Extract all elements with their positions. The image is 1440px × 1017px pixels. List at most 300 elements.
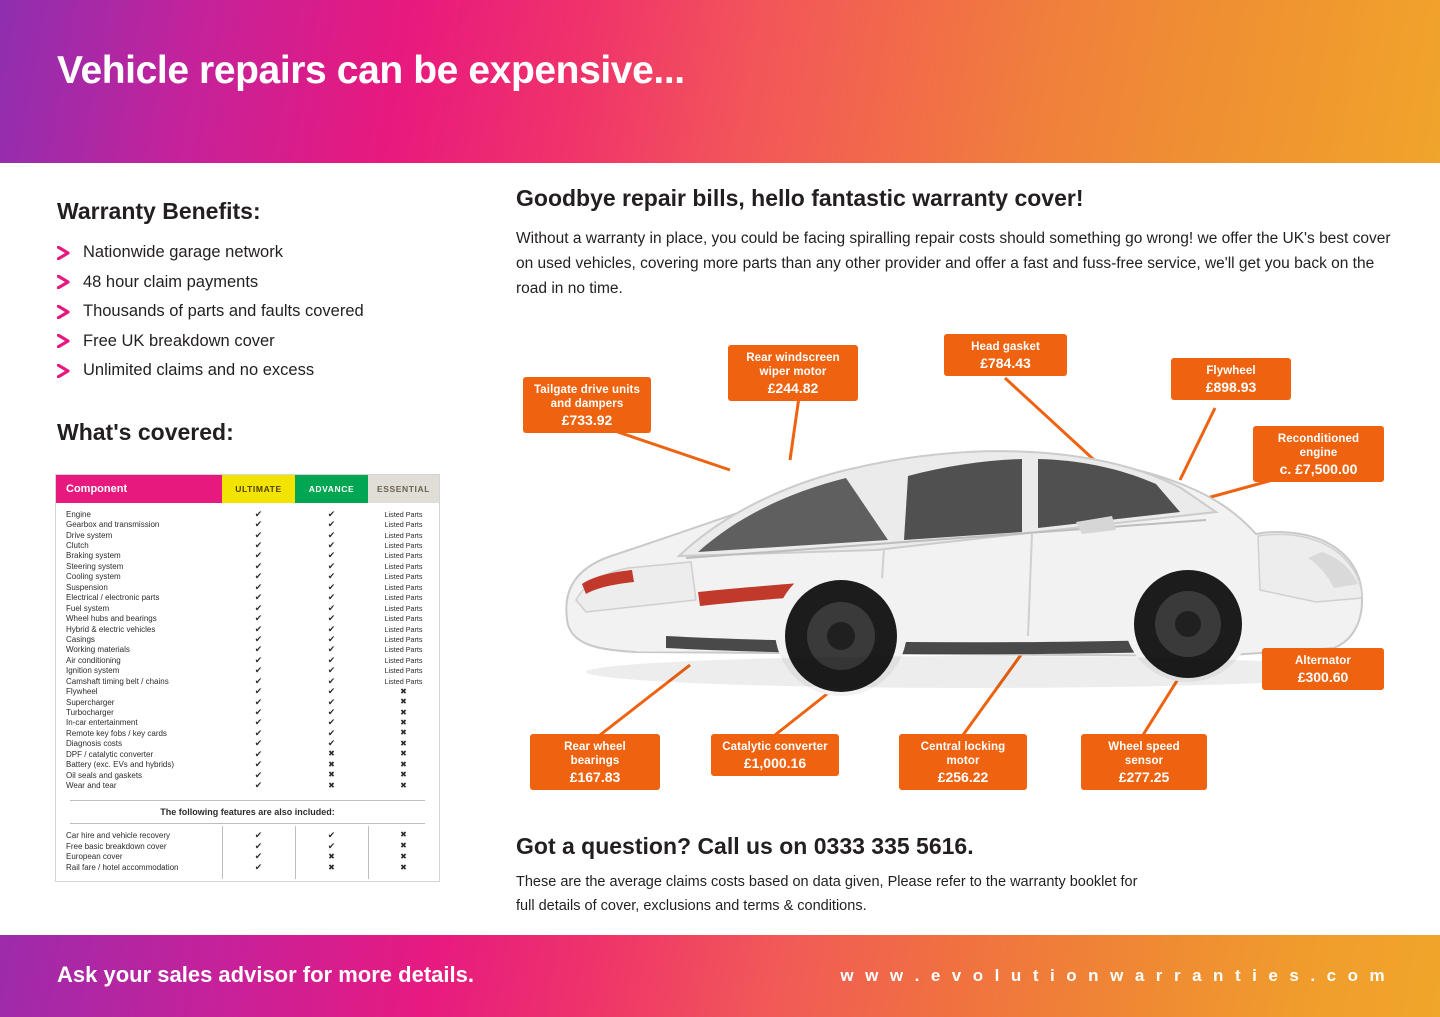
- benefit-label: Thousands of parts and faults covered: [83, 302, 364, 321]
- benefit-item: [57, 327, 477, 357]
- cell-ultimate: [222, 541, 295, 550]
- cell-advance: [295, 541, 368, 550]
- tick-icon: ✔: [254, 581, 263, 592]
- cell-advance: [295, 864, 368, 872]
- component-name: Casings: [66, 634, 95, 644]
- callout-price: £256.22: [937, 769, 989, 785]
- disclaimer-text: These are the average claims costs based on data given, Please refer to the warranty booklet for full details of cover, exclusions and terms & conditions.: [516, 874, 1138, 914]
- tick-icon: ✔: [327, 654, 336, 665]
- benefit-item: [57, 356, 477, 386]
- cross-icon: ✖: [400, 728, 407, 738]
- tick-icon: ✔: [254, 862, 263, 873]
- cross-icon: ✖: [328, 749, 335, 759]
- table-row: [56, 530, 439, 540]
- cell-value: Listed Parts: [384, 572, 423, 582]
- tick-icon: ✔: [327, 581, 336, 592]
- tick-icon: ✔: [327, 540, 336, 551]
- component-name: Gearbox and transmission: [66, 520, 160, 530]
- callout-price: £300.60: [1297, 669, 1349, 685]
- cell-ultimate: [222, 604, 295, 613]
- table-row: [56, 624, 439, 634]
- cross-icon: ✖: [400, 851, 407, 861]
- cell-essential: [368, 583, 439, 592]
- tick-icon: ✔: [327, 696, 336, 707]
- table-row: [56, 718, 439, 728]
- cell-essential: [368, 831, 439, 839]
- cell-ultimate: [222, 750, 295, 759]
- tick-icon: ✔: [327, 508, 336, 519]
- header-banner: [0, 0, 1440, 163]
- component-name: Supercharger: [66, 697, 115, 707]
- component-name: Flywheel: [66, 687, 98, 697]
- cell-advance: [295, 520, 368, 529]
- table-row: [56, 686, 439, 696]
- table-row: [56, 676, 439, 686]
- callout-price: £244.82: [767, 380, 819, 396]
- cell-essential: [368, 562, 439, 571]
- component-name: Wear and tear: [66, 781, 117, 791]
- cell-advance: [295, 698, 368, 707]
- cell-value: Listed Parts: [384, 603, 423, 613]
- coverage-table-header: [56, 475, 439, 503]
- cell-advance: [295, 831, 368, 840]
- callout-reconditioned-engine: [1253, 426, 1384, 482]
- cross-icon: ✖: [400, 707, 407, 717]
- tick-icon: ✔: [254, 644, 263, 655]
- cell-value: Listed Parts: [384, 634, 423, 644]
- cell-essential: [368, 688, 439, 696]
- callout-flywheel: [1171, 358, 1291, 400]
- cell-ultimate: [222, 842, 295, 851]
- chevron-right-icon: [57, 305, 83, 319]
- benefit-item: [57, 297, 477, 327]
- callout-catalytic-converter: [711, 734, 839, 776]
- component-name: Ignition system: [66, 666, 120, 676]
- tick-icon: ✔: [254, 707, 263, 718]
- coverage-extras-body: [56, 824, 439, 881]
- tick-icon: ✔: [327, 675, 336, 686]
- benefit-item: [57, 238, 477, 268]
- table-row: [56, 572, 439, 582]
- tick-icon: ✔: [327, 602, 336, 613]
- tick-icon: ✔: [254, 550, 263, 561]
- callout-price: £898.93: [1205, 379, 1257, 395]
- tick-icon: ✔: [254, 851, 263, 862]
- cell-ultimate: [222, 593, 295, 602]
- tick-icon: ✔: [327, 727, 336, 738]
- component-name: Fuel system: [66, 603, 110, 613]
- table-vertical-rule: [222, 826, 223, 879]
- cell-ultimate: [222, 708, 295, 717]
- cell-ultimate: [222, 718, 295, 727]
- cell-advance: [295, 656, 368, 665]
- main-heading: Goodbye repair bills, hello fantastic warranty cover!: [516, 185, 1084, 211]
- cell-ultimate: [222, 614, 295, 623]
- chevron-right-icon: [57, 334, 83, 348]
- tick-icon: ✔: [327, 633, 336, 644]
- callout-label: Catalytic converter: [722, 741, 828, 753]
- cell-ultimate: [222, 852, 295, 861]
- table-row: [56, 509, 439, 519]
- column-header-ultimate: ULTIMATE: [222, 475, 295, 503]
- component-name: Free basic breakdown cover: [66, 841, 167, 851]
- cell-advance: [295, 761, 368, 769]
- table-row: [56, 634, 439, 644]
- table-row: [56, 760, 439, 770]
- callout-price: c. £7,500.00: [1279, 461, 1358, 477]
- cell-essential: [368, 709, 439, 717]
- tick-icon: ✔: [327, 644, 336, 655]
- callout-tailgate: [523, 377, 651, 433]
- cell-advance: [295, 782, 368, 790]
- tick-icon: ✔: [254, 654, 263, 665]
- cell-essential: [368, 656, 439, 665]
- tick-icon: ✔: [327, 707, 336, 718]
- tick-icon: ✔: [327, 717, 336, 728]
- cell-advance: [295, 625, 368, 634]
- cell-ultimate: [222, 687, 295, 696]
- tick-icon: ✔: [327, 613, 336, 624]
- cell-advance: [295, 562, 368, 571]
- cell-essential: [368, 719, 439, 727]
- callout-price: £1,000.16: [743, 755, 807, 771]
- cell-advance: [295, 771, 368, 779]
- footer-message: Ask your sales advisor for more details.: [57, 962, 474, 987]
- cross-icon: ✖: [328, 780, 335, 790]
- component-name: Oil seals and gaskets: [66, 770, 143, 780]
- cell-value: Listed Parts: [384, 624, 423, 634]
- cross-icon: ✖: [328, 770, 335, 780]
- cross-icon: ✖: [400, 759, 407, 769]
- table-row: [56, 780, 439, 790]
- callout-wheel-speed-sensor: [1081, 734, 1207, 790]
- cell-essential: [368, 864, 439, 872]
- cell-advance: [295, 687, 368, 696]
- tick-icon: ✔: [327, 550, 336, 561]
- tick-icon: ✔: [254, 613, 263, 624]
- benefit-label: Nationwide garage network: [83, 243, 283, 262]
- callout-price: £167.83: [569, 769, 621, 785]
- tick-icon: ✔: [254, 592, 263, 603]
- cell-essential: [368, 510, 439, 519]
- cell-ultimate: [222, 635, 295, 644]
- component-name: Working materials: [66, 645, 130, 655]
- main-paragraph: Without a warranty in place, you could be facing spiralling repair costs should something go wrong! we offer the UK's best cover on used vehicles, covering more parts than any other provider and offer a fast and fuss-free service, we'll get you back on the road in no time.: [516, 230, 1391, 297]
- component-name: In-car entertainment: [66, 718, 138, 728]
- callout-label: Head gasket: [971, 341, 1040, 353]
- table-row: [56, 582, 439, 592]
- callout-label: Rear wheel bearings: [564, 741, 626, 767]
- cell-essential: [368, 750, 439, 758]
- cell-advance: [295, 677, 368, 686]
- cell-advance: [295, 739, 368, 748]
- coverage-table-body: [56, 503, 439, 795]
- tick-icon: ✔: [254, 675, 263, 686]
- cross-icon: ✖: [400, 697, 407, 707]
- cell-ultimate: [222, 760, 295, 769]
- tick-icon: ✔: [254, 623, 263, 634]
- cell-advance: [295, 593, 368, 602]
- cell-value: Listed Parts: [384, 541, 423, 551]
- component-name: Air conditioning: [66, 655, 121, 665]
- cell-essential: [368, 625, 439, 634]
- tick-icon: ✔: [254, 665, 263, 676]
- cell-value: Listed Parts: [384, 582, 423, 592]
- cross-icon: ✖: [400, 862, 407, 872]
- cell-ultimate: [222, 831, 295, 840]
- table-row: [56, 862, 439, 873]
- cell-ultimate: [222, 510, 295, 519]
- tick-icon: ✔: [254, 571, 263, 582]
- page-title: Vehicle repairs can be expensive...: [57, 49, 685, 92]
- chevron-right-icon: [57, 364, 83, 378]
- callout-central-locking-motor: [899, 734, 1027, 790]
- cell-value: Listed Parts: [384, 509, 423, 519]
- table-row: [56, 830, 439, 841]
- cell-advance: [295, 572, 368, 581]
- tick-icon: ✔: [254, 769, 263, 780]
- cell-ultimate: [222, 562, 295, 571]
- table-row: [56, 739, 439, 749]
- callout-rear-wheel-bearings: [530, 734, 660, 790]
- benefit-label: 48 hour claim payments: [83, 272, 259, 291]
- cell-essential: [368, 698, 439, 706]
- cell-ultimate: [222, 645, 295, 654]
- cell-essential: [368, 771, 439, 779]
- cell-value: Listed Parts: [384, 666, 423, 676]
- cell-advance: [295, 842, 368, 851]
- tick-icon: ✔: [327, 571, 336, 582]
- cross-icon: ✖: [328, 851, 335, 861]
- benefit-label: Free UK breakdown cover: [83, 331, 275, 350]
- table-row: [56, 770, 439, 780]
- tick-icon: ✔: [254, 602, 263, 613]
- cross-icon: ✖: [400, 717, 407, 727]
- component-name: Braking system: [66, 551, 121, 561]
- tick-icon: ✔: [327, 829, 336, 840]
- tick-icon: ✔: [327, 529, 336, 540]
- component-name: Drive system: [66, 530, 113, 540]
- cell-ultimate: [222, 677, 295, 686]
- tick-icon: ✔: [327, 592, 336, 603]
- component-name: Engine: [66, 509, 91, 519]
- cell-essential: [368, 604, 439, 613]
- coverage-table: [55, 474, 440, 882]
- component-name: Clutch: [66, 541, 89, 551]
- footer-website[interactable]: w w w . e v o l u t i o n w a r r a n t i e s . c o m: [840, 966, 1388, 985]
- cell-advance: [295, 614, 368, 623]
- component-name: Suspension: [66, 582, 108, 592]
- cell-ultimate: [222, 863, 295, 872]
- cell-ultimate: [222, 698, 295, 707]
- table-row: [56, 551, 439, 561]
- cell-ultimate: [222, 771, 295, 780]
- warranty-benefits-heading: Warranty Benefits:: [57, 198, 261, 224]
- component-name: Hybrid & electric vehicles: [66, 624, 156, 634]
- cell-advance: [295, 750, 368, 758]
- cell-ultimate: [222, 583, 295, 592]
- tick-icon: ✔: [254, 560, 263, 571]
- callout-price: £733.92: [561, 412, 613, 428]
- callout-label: Wheel speed sensor: [1108, 741, 1180, 767]
- tick-icon: ✔: [327, 623, 336, 634]
- callout-alternator: [1262, 648, 1384, 690]
- tick-icon: ✔: [254, 686, 263, 697]
- cell-ultimate: [222, 625, 295, 634]
- cell-ultimate: [222, 520, 295, 529]
- call-us-heading: Got a question? Call us on 0333 335 5616.: [516, 833, 974, 859]
- cell-value: Listed Parts: [384, 520, 423, 530]
- cell-advance: [295, 583, 368, 592]
- tick-icon: ✔: [254, 519, 263, 530]
- tick-icon: ✔: [254, 759, 263, 770]
- table-row: [56, 561, 439, 571]
- component-name: Diagnosis costs: [66, 739, 123, 749]
- cell-value: Listed Parts: [384, 676, 423, 686]
- tick-icon: ✔: [254, 840, 263, 851]
- column-header-advance: ADVANCE: [295, 475, 368, 503]
- cell-value: Listed Parts: [384, 551, 423, 561]
- chevron-right-icon: [57, 246, 83, 260]
- cross-icon: ✖: [400, 749, 407, 759]
- cross-icon: ✖: [400, 686, 407, 696]
- cell-essential: [368, 853, 439, 861]
- table-row: [56, 655, 439, 665]
- cell-essential: [368, 740, 439, 748]
- cell-essential: [368, 520, 439, 529]
- cell-essential: [368, 782, 439, 790]
- cell-value: Listed Parts: [384, 655, 423, 665]
- component-name: Car hire and vehicle recovery: [66, 830, 171, 840]
- cell-essential: [368, 593, 439, 602]
- cell-ultimate: [222, 531, 295, 540]
- callout-price: £784.43: [980, 355, 1031, 371]
- tick-icon: ✔: [254, 633, 263, 644]
- cell-ultimate: [222, 551, 295, 560]
- tick-icon: ✔: [327, 840, 336, 851]
- tick-icon: ✔: [327, 665, 336, 676]
- tick-icon: ✔: [254, 696, 263, 707]
- table-row: [56, 603, 439, 613]
- cell-essential: [368, 666, 439, 675]
- extras-heading: The following features are also included:: [160, 806, 335, 817]
- callout-label: Alternator: [1295, 655, 1351, 667]
- component-name: Electrical / electronic parts: [66, 593, 160, 603]
- callout-label: Tailgate drive units and dampers: [534, 384, 640, 410]
- cell-advance: [295, 718, 368, 727]
- warranty-benefits-list: [57, 238, 477, 386]
- table-row: [56, 697, 439, 707]
- callout-head-gasket: [944, 334, 1067, 376]
- cell-essential: [368, 531, 439, 540]
- table-vertical-rule: [295, 826, 296, 879]
- component-name: Rail fare / hotel accommodation: [66, 863, 179, 873]
- tick-icon: ✔: [254, 780, 263, 791]
- component-name: Battery (exc. EVs and hybrids): [66, 760, 175, 770]
- cell-advance: [295, 666, 368, 675]
- callout-price: £277.25: [1118, 769, 1170, 785]
- component-name: Turbocharger: [66, 708, 114, 718]
- component-name: DPF / catalytic converter: [66, 749, 154, 759]
- cell-essential: [368, 572, 439, 581]
- tick-icon: ✔: [254, 540, 263, 551]
- tick-icon: ✔: [254, 727, 263, 738]
- cell-essential: [368, 842, 439, 850]
- cell-essential: [368, 761, 439, 769]
- tick-icon: ✔: [327, 519, 336, 530]
- cell-value: Listed Parts: [384, 561, 423, 571]
- table-row: [56, 613, 439, 623]
- table-row: [56, 749, 439, 759]
- cell-ultimate: [222, 656, 295, 665]
- cell-ultimate: [222, 739, 295, 748]
- callout-label: Central locking motor: [920, 741, 1006, 767]
- cell-value: Listed Parts: [384, 530, 423, 540]
- table-row: [56, 728, 439, 738]
- cell-advance: [295, 708, 368, 717]
- cell-essential: [368, 614, 439, 623]
- cell-essential: [368, 677, 439, 686]
- cell-essential: [368, 645, 439, 654]
- benefit-item: [57, 268, 477, 298]
- cell-ultimate: [222, 572, 295, 581]
- cell-advance: [295, 635, 368, 644]
- cross-icon: ✖: [400, 830, 407, 840]
- tick-icon: ✔: [254, 529, 263, 540]
- cell-advance: [295, 604, 368, 613]
- cell-advance: [295, 510, 368, 519]
- component-name: Remote key fobs / key cards: [66, 728, 167, 738]
- cell-value: Listed Parts: [384, 645, 423, 655]
- benefit-label: Unlimited claims and no excess: [83, 361, 315, 380]
- cell-ultimate: [222, 666, 295, 675]
- tick-icon: ✔: [254, 508, 263, 519]
- cell-value: Listed Parts: [384, 593, 423, 603]
- cell-ultimate: [222, 729, 295, 738]
- callout-label: Flywheel: [1206, 365, 1256, 377]
- component-name: Cooling system: [66, 572, 121, 582]
- tick-icon: ✔: [327, 738, 336, 749]
- whats-covered-heading: What's covered:: [57, 419, 234, 445]
- cell-value: Listed Parts: [384, 614, 423, 624]
- table-row: [56, 707, 439, 717]
- component-name: Camshaft timing belt / chains: [66, 676, 169, 686]
- table-row: [56, 841, 439, 852]
- column-header-essential: ESSENTIAL: [368, 475, 439, 503]
- table-row: [56, 645, 439, 655]
- cell-advance: [295, 645, 368, 654]
- cell-essential: [368, 635, 439, 644]
- component-name: European cover: [66, 852, 123, 862]
- callout-label: Rear windscreen wiper motor: [746, 352, 840, 378]
- cell-essential: [368, 729, 439, 737]
- component-name: Steering system: [66, 561, 124, 571]
- cell-advance: [295, 729, 368, 738]
- table-row: [56, 593, 439, 603]
- cell-essential: [368, 551, 439, 560]
- tick-icon: ✔: [254, 829, 263, 840]
- tick-icon: ✔: [254, 748, 263, 759]
- cross-icon: ✖: [400, 841, 407, 850]
- table-row: [56, 519, 439, 529]
- table-row: [56, 851, 439, 862]
- table-row: [56, 540, 439, 550]
- column-header-component: Component: [56, 475, 222, 503]
- cell-advance: [295, 853, 368, 861]
- cross-icon: ✖: [328, 759, 335, 769]
- tick-icon: ✔: [327, 686, 336, 697]
- cell-ultimate: [222, 781, 295, 790]
